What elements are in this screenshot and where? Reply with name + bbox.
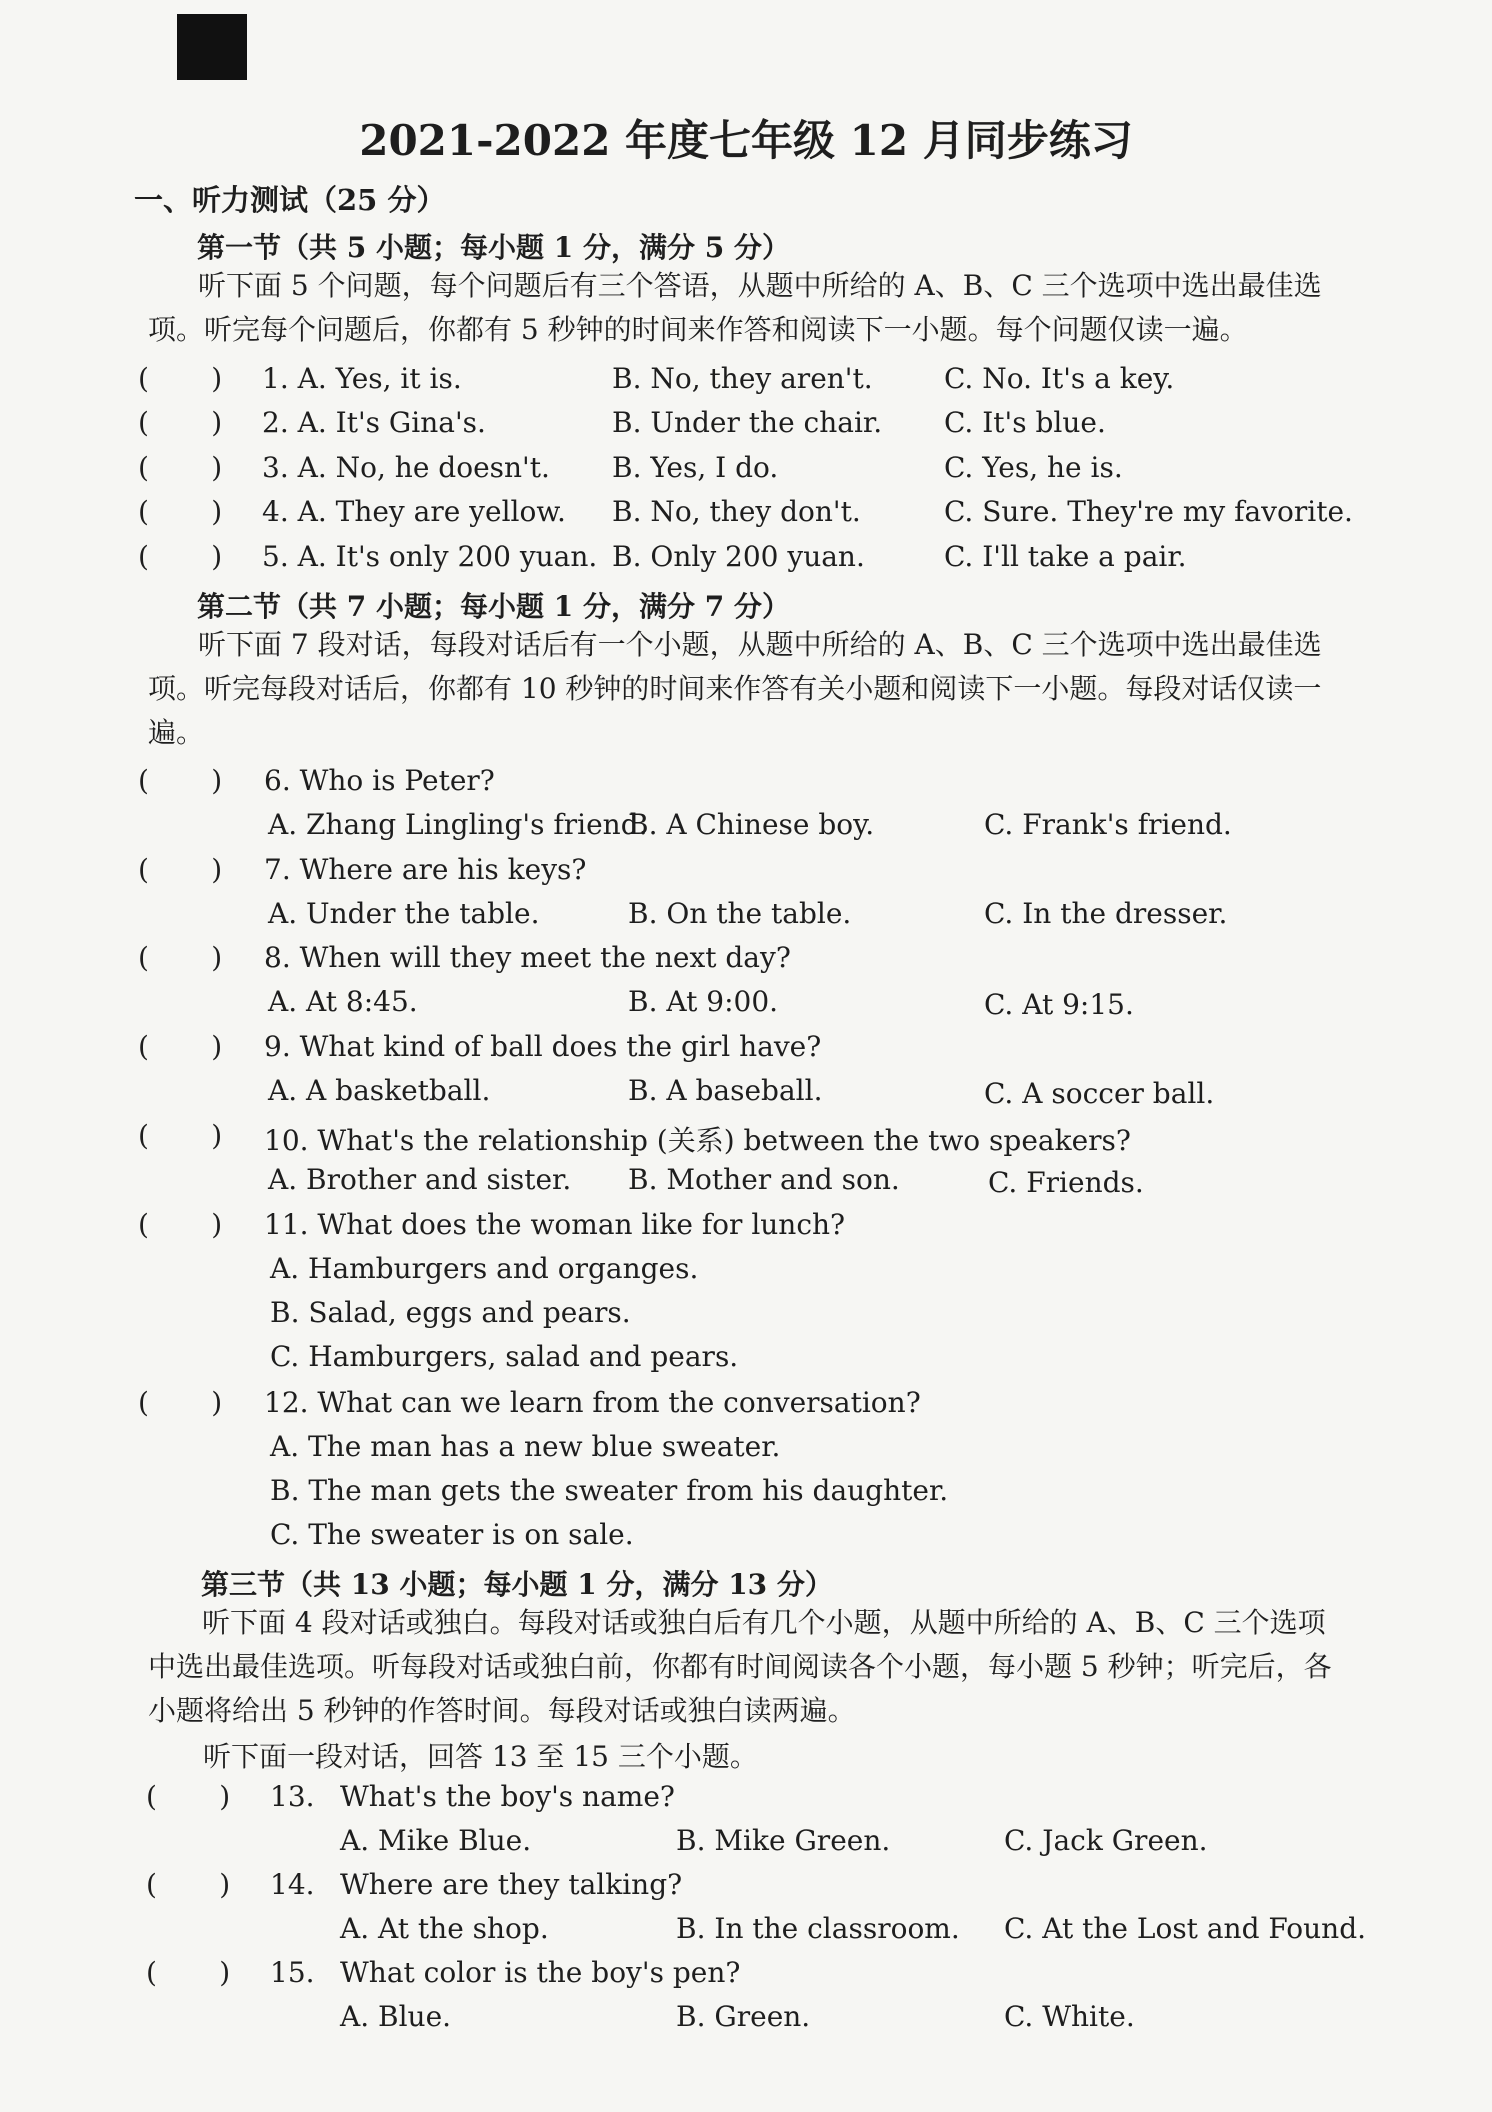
part3-heading: 第三节（共 13 小题；每小题 1 分，满分 13 分） (201, 1568, 833, 1601)
option-a: 2. A. It's Gina's. (262, 406, 486, 439)
option-a: A. Under the table. (268, 897, 540, 930)
option-b: B. A Chinese boy. (628, 808, 875, 841)
question-number: 14. (270, 1868, 315, 1901)
option-c: C. A soccer ball. (984, 1077, 1215, 1110)
option-b: B. No, they don't. (612, 495, 861, 528)
option-c: C. Yes, he is. (944, 451, 1123, 484)
part3-sub-instruction: 听下面一段对话，回答 13 至 15 三个小题。 (203, 1740, 758, 1773)
option-b: B. Yes, I do. (612, 451, 779, 484)
question-text: 10. What's the relationship (关系) between the two speakers? (264, 1124, 1131, 1157)
question-text: 8. When will they meet the next day? (264, 941, 791, 974)
answer-bracket[interactable]: ( ) (138, 451, 223, 484)
part2-heading: 第二节（共 7 小题；每小题 1 分，满分 7 分） (197, 590, 790, 623)
option-c: C. Friends. (988, 1166, 1144, 1199)
answer-bracket[interactable]: ( ) (138, 406, 223, 439)
option-c: C. White. (1004, 2000, 1135, 2033)
option-a: A. Zhang Lingling's friend. (268, 808, 648, 841)
option-b: B. No, they aren't. (612, 362, 873, 395)
question-text: 11. What does the woman like for lunch? (264, 1208, 846, 1241)
option-c: C. At the Lost and Found. (1004, 1912, 1367, 1945)
option-b: B. A baseball. (628, 1074, 823, 1107)
option-b: B. In the classroom. (676, 1912, 960, 1945)
answer-bracket[interactable]: ( ) (138, 1030, 223, 1063)
answer-bracket[interactable]: ( ) (146, 1956, 231, 1989)
question-number: 15. (270, 1956, 315, 1989)
option-a: 5. A. It's only 200 yuan. (262, 540, 598, 573)
question-text: Where are they talking? (340, 1868, 683, 1901)
option-b: B. Green. (676, 2000, 811, 2033)
page-title: 2021-2022 年度七年级 12 月同步练习 (359, 116, 1133, 165)
option-c: C. Hamburgers, salad and pears. (270, 1340, 739, 1373)
option-b: B. Under the chair. (612, 406, 883, 439)
question-text: What color is the boy's pen? (340, 1956, 741, 1989)
section-heading: 一、听力测试（25 分） (134, 183, 446, 217)
option-a: 1. A. Yes, it is. (262, 362, 462, 395)
option-a: A. At the shop. (340, 1912, 549, 1945)
option-a: A. At 8:45. (268, 985, 418, 1018)
answer-bracket[interactable]: ( ) (138, 1386, 223, 1419)
option-b: B. Mother and son. (628, 1163, 900, 1196)
option-b: B. Only 200 yuan. (612, 540, 865, 573)
answer-bracket[interactable]: ( ) (146, 1780, 231, 1813)
question-number: 13. (270, 1780, 315, 1813)
option-a: A. Brother and sister. (268, 1163, 572, 1196)
option-a: A. Blue. (340, 2000, 452, 2033)
option-a: A. Hamburgers and organges. (270, 1252, 699, 1285)
part1-heading: 第一节（共 5 小题；每小题 1 分，满分 5 分） (197, 231, 790, 264)
option-a: A. A basketball. (268, 1074, 491, 1107)
question-text: 6. Who is Peter? (264, 764, 495, 797)
option-c: C. It's blue. (944, 406, 1106, 439)
answer-bracket[interactable]: ( ) (138, 941, 223, 974)
answer-bracket[interactable]: ( ) (138, 853, 223, 886)
question-text: 9. What kind of ball does the girl have? (264, 1030, 822, 1063)
option-b: B. Mike Green. (676, 1824, 891, 1857)
option-c: C. In the dresser. (984, 897, 1228, 930)
option-a: 4. A. They are yellow. (262, 495, 566, 528)
answer-bracket[interactable]: ( ) (138, 764, 223, 797)
option-c: C. At 9:15. (984, 988, 1134, 1021)
option-c: C. Frank's friend. (984, 808, 1232, 841)
option-b: B. Salad, eggs and pears. (270, 1296, 631, 1329)
question-text: What's the boy's name? (340, 1780, 675, 1813)
option-c: C. I'll take a pair. (944, 540, 1187, 573)
answer-bracket[interactable]: ( ) (138, 540, 223, 573)
option-c: C. No. It's a key. (944, 362, 1175, 395)
option-b: B. At 9:00. (628, 985, 779, 1018)
option-b: B. The man gets the sweater from his daughter. (270, 1474, 949, 1507)
option-a: A. Mike Blue. (340, 1824, 532, 1857)
answer-bracket[interactable]: ( ) (138, 495, 223, 528)
corner-mark (177, 14, 247, 80)
option-b: B. On the table. (628, 897, 852, 930)
part1-instructions: 听下面 5 个问题，每个问题后有三个答语，从题中所给的 A、B、C 三个选项中选出最佳选项。听完每个问题后，你都有 5 秒钟的时间来作答和阅读下一小题。每个问题仅读一遍。 (148, 269, 1322, 346)
part2-instructions: 听下面 7 段对话，每段对话后有一个小题，从题中所给的 A、B、C 三个选项中选出最佳选项。听完每段对话后，你都有 10 秒钟的时间来作答有关小题和阅读下一小题。每段对话仅读一遍。 (148, 628, 1322, 749)
option-c: C. Jack Green. (1004, 1824, 1208, 1857)
option-a: A. The man has a new blue sweater. (270, 1430, 781, 1463)
option-c: C. The sweater is on sale. (270, 1518, 634, 1551)
option-c: C. Sure. They're my favorite. (944, 495, 1353, 528)
question-text: 12. What can we learn from the conversation? (264, 1386, 921, 1419)
answer-bracket[interactable]: ( ) (138, 1119, 223, 1152)
answer-bracket[interactable]: ( ) (138, 1208, 223, 1241)
answer-bracket[interactable]: ( ) (138, 362, 223, 395)
answer-bracket[interactable]: ( ) (146, 1868, 231, 1901)
option-a: 3. A. No, he doesn't. (262, 451, 550, 484)
part3-instructions: 听下面 4 段对话或独白。每段对话或独白后有几个小题，从题中所给的 A、B、C 三个选项中选出最佳选项。听每段对话或独白前，你都有时间阅读各个小题，每小题 5 秒钟；听完后，各小题将给出 5 秒钟的作答时间。每段对话或独白读两遍。 (148, 1606, 1332, 1727)
question-text: 7. Where are his keys? (264, 853, 587, 886)
